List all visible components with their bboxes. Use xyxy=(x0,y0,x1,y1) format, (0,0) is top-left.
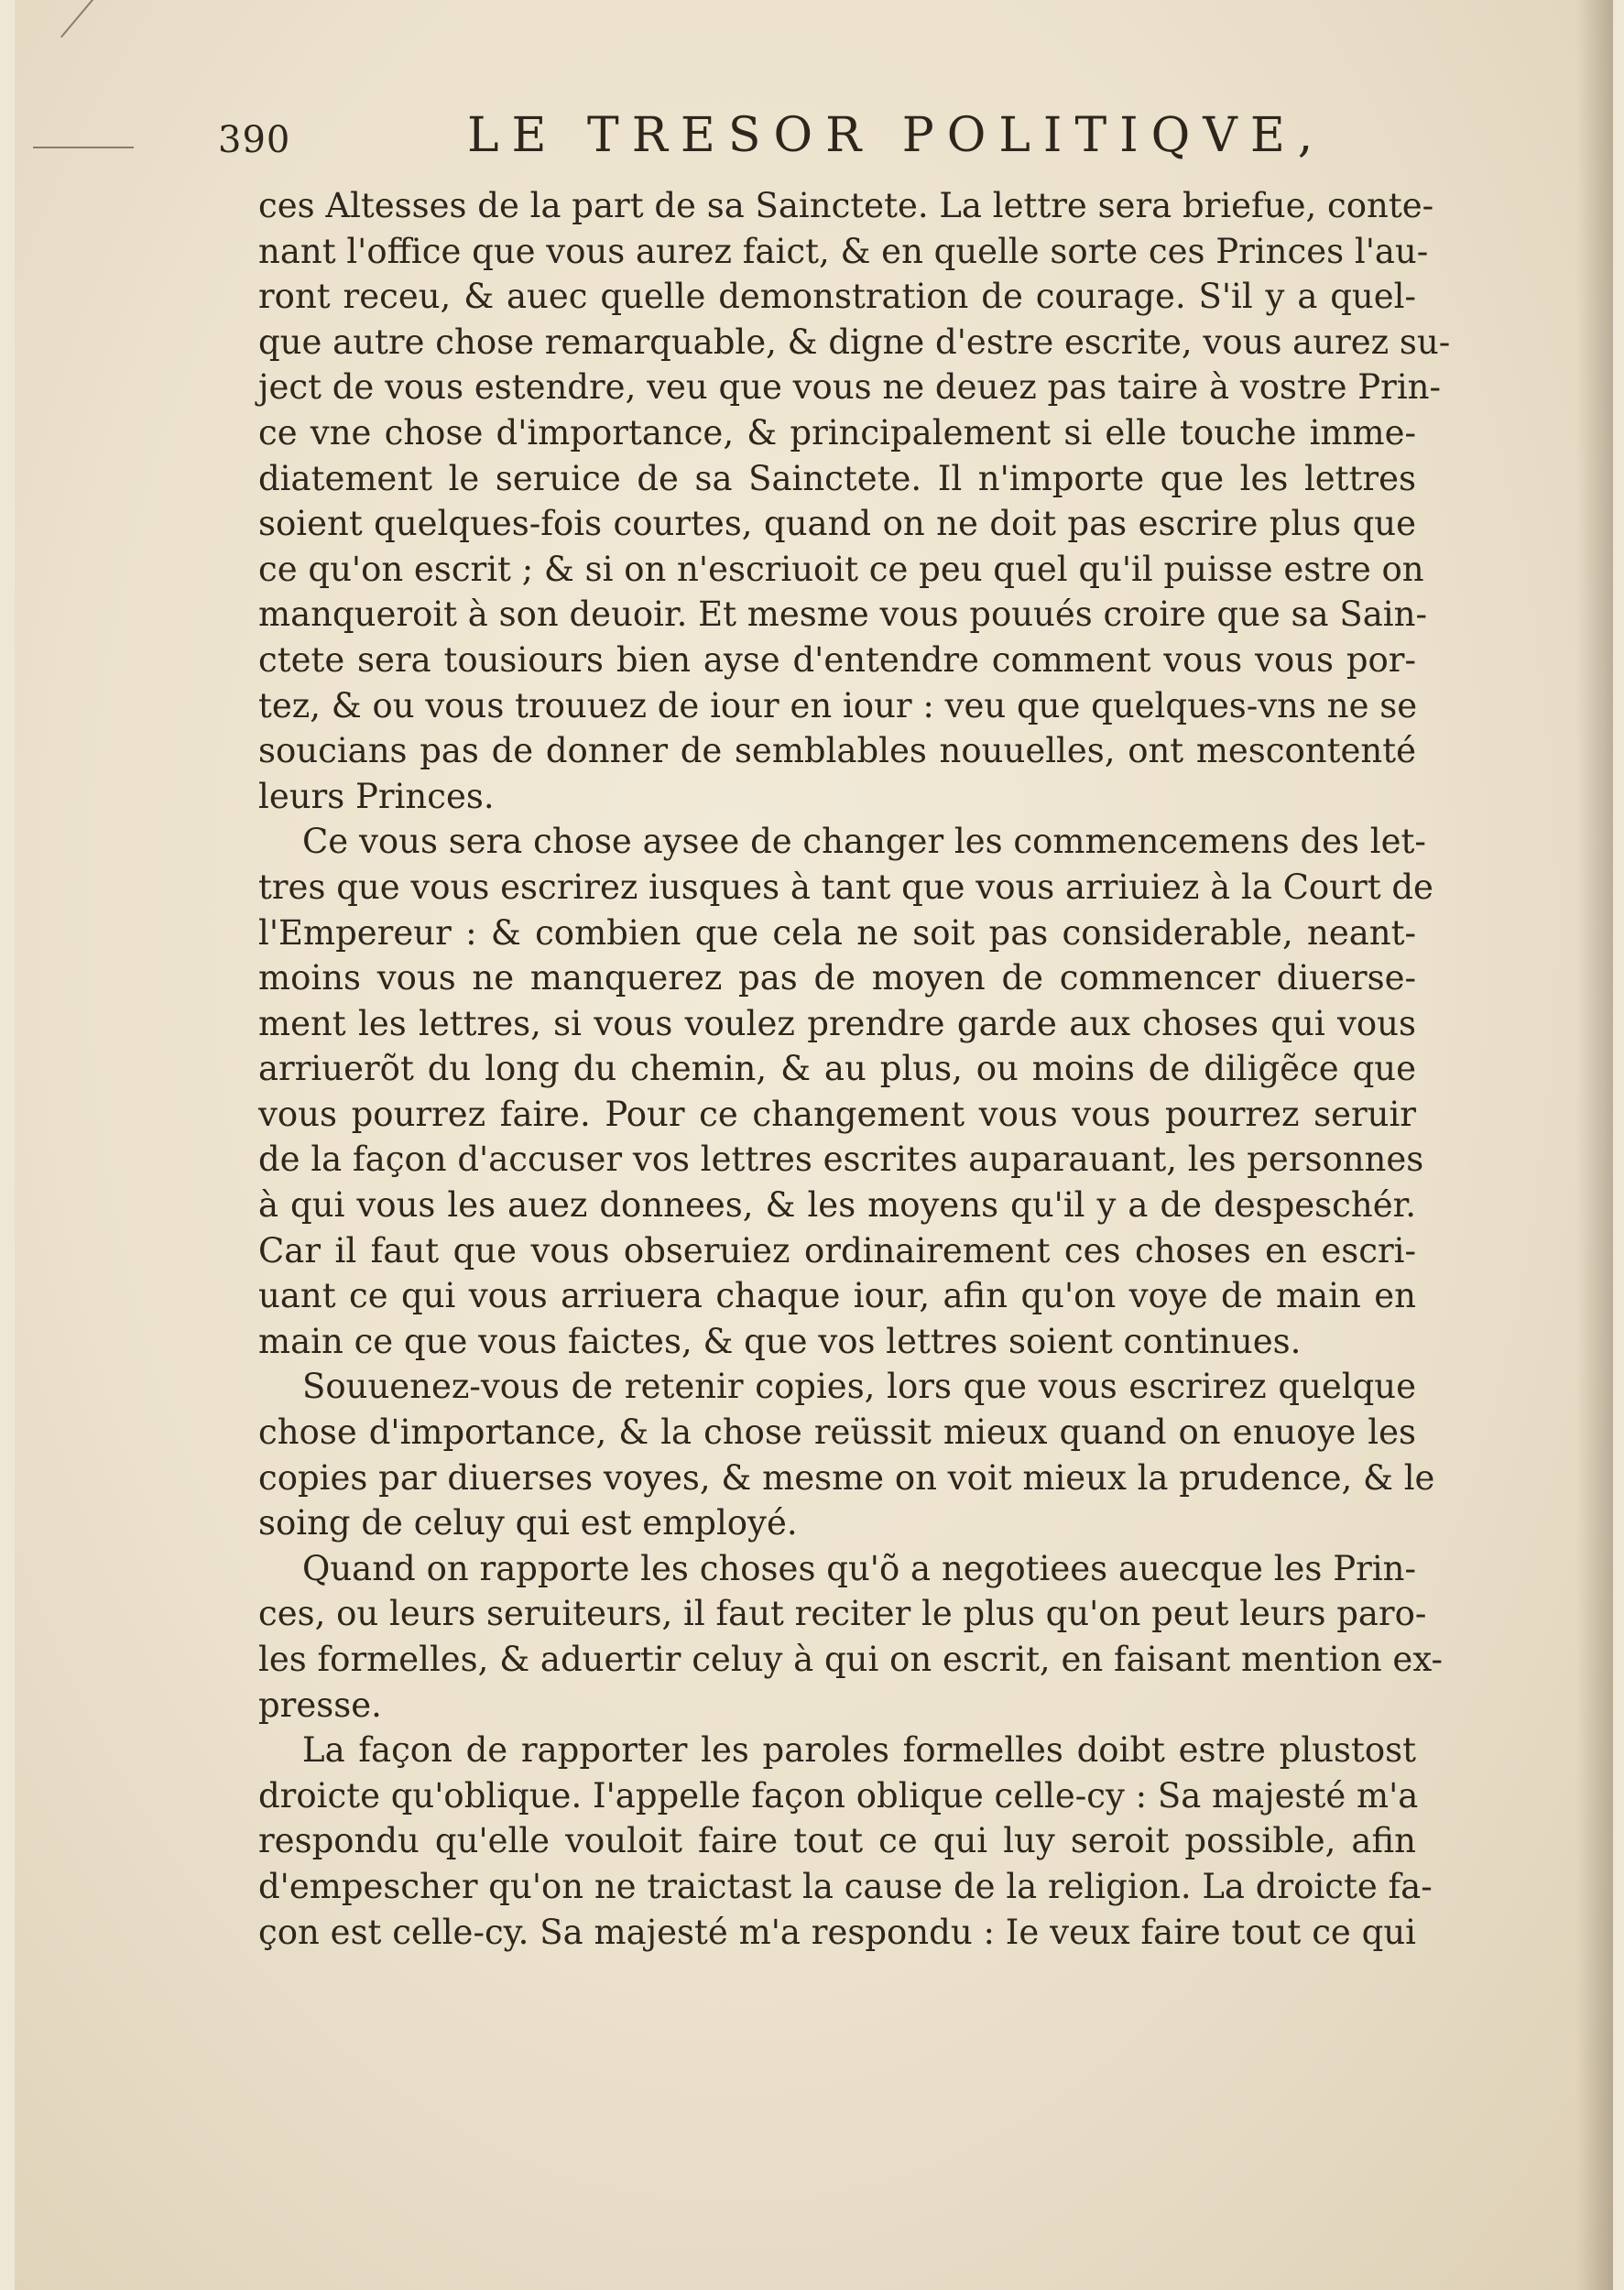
corner-mark xyxy=(33,0,134,148)
binding-shadow xyxy=(1576,0,1613,2290)
text-line: Souuenez-vous de retenir copies, lors que vous escrirez quelque xyxy=(302,1367,1416,1407)
text-line: Car il faut que vous obseruiez ordinairement ces choses en escri- xyxy=(258,1230,1416,1270)
text-line: ront receu, & auec quelle demonstration de courage. S'il y a quel- xyxy=(258,277,1416,317)
text-line: uant ce qui vous arriuera chaque iour, afin qu'on voye de main en xyxy=(258,1276,1416,1316)
text-line: que autre chose remarquable, & digne d'estre escrite, vous aurez su- xyxy=(258,322,1451,362)
text-line: copies par diuerses voyes, & mesme on voit mieux la prudence, & le xyxy=(258,1457,1435,1498)
text-line: diatement le seruice de sa Sainctete. Il n'importe que les lettres xyxy=(258,458,1416,498)
text-line: leurs Princes. xyxy=(258,776,495,816)
text-line: ce qu'on escrit ; & si on n'escriuoit ce peu quel qu'il puisse estre on xyxy=(258,549,1424,589)
page-number: 390 xyxy=(218,119,291,161)
text-line: manqueroit à son deuoir. Et mesme vous pouués croire que sa Sain- xyxy=(258,594,1427,635)
text-line: d'empescher qu'on ne traictast la cause de la religion. La droicte fa- xyxy=(258,1866,1433,1906)
text-line: arriuerõt du long du chemin, & au plus, ou moins de diligẽce que xyxy=(258,1049,1416,1089)
text-line: presse. xyxy=(258,1685,382,1725)
running-title: LE TRESOR POLITIQVE, xyxy=(467,108,1326,163)
text-line: ject de vous estendre, veu que vous ne deuez pas taire à vostre Prin- xyxy=(258,367,1442,408)
text-line: nant l'office que vous aurez faict, & en quelle sorte ces Princes l'au- xyxy=(258,231,1429,271)
text-line: main ce que vous faictes, & que vos lettres soient continues. xyxy=(258,1321,1302,1361)
text-line: tez, & ou vous trouuez de iour en iour : veu que quelques-vns ne se xyxy=(258,685,1418,725)
text-line: droicte qu'oblique. I'appelle façon oblique celle-cy : Sa majesté m'a xyxy=(258,1775,1419,1816)
text-line: soient quelques-fois courtes, quand on ne doit pas escrire plus que xyxy=(258,504,1416,544)
text-line: l'Empereur : & combien que cela ne soit pas considerable, neant- xyxy=(258,912,1416,953)
text-line: respondu qu'elle vouloit faire tout ce qui luy seroit possible, afin xyxy=(258,1821,1416,1861)
text-line: de la façon d'accuser vos lettres escrites auparauant, les personnes xyxy=(258,1140,1424,1180)
page-header xyxy=(218,108,1326,172)
book-page xyxy=(15,0,1613,2290)
text-line: ment les lettres, si vous voulez prendre garde aux choses qui vous xyxy=(258,1003,1416,1043)
text-line: moins vous ne manquerez pas de moyen de commencer diuerse- xyxy=(258,958,1416,998)
text-line: çon est celle-cy. Sa majesté m'a respondu : Ie veux faire tout ce qui xyxy=(258,1912,1416,1952)
text-line: vous pourrez faire. Pour ce changement vous vous pourrez seruir xyxy=(258,1094,1416,1134)
text-line: La façon de rapporter les paroles formelles doibt estre plustost xyxy=(302,1730,1416,1771)
text-line: chose d'importance, & la chose reüssit mieux quand on enuoye les xyxy=(258,1412,1416,1453)
text-line: les formelles, & aduertir celuy à qui on escrit, en faisant mention ex- xyxy=(258,1640,1444,1679)
text-line: soucians pas de donner de semblables nouuelles, ont mescontenté xyxy=(258,731,1416,771)
text-line: ces, ou leurs seruiteurs, il faut reciter le plus qu'on peut leurs paro- xyxy=(258,1594,1427,1634)
text-line: ces Altesses de la part de sa Sainctete. La lettre sera briefue, conte- xyxy=(258,186,1434,225)
text-line: tres que vous escrirez iusques à tant que vous arriuiez à la Court de xyxy=(258,867,1433,907)
body-text xyxy=(258,183,1451,1955)
text-line: ctete sera tousiours bien ayse d'entendre comment vous vous por- xyxy=(258,639,1416,680)
text-line: Quand on rapporte les choses qu'õ a negotiees auecque les Prin- xyxy=(302,1548,1416,1588)
text-line: soing de celuy qui est employé. xyxy=(258,1503,798,1543)
text-line: Ce vous sera chose aysee de changer les commencemens des let- xyxy=(302,822,1426,862)
text-line: ce vne chose d'importance, & principalement si elle touche imme- xyxy=(258,412,1416,453)
text-line: à qui vous les auez donnees, & les moyens qu'il y a de despeschér. xyxy=(258,1185,1416,1226)
